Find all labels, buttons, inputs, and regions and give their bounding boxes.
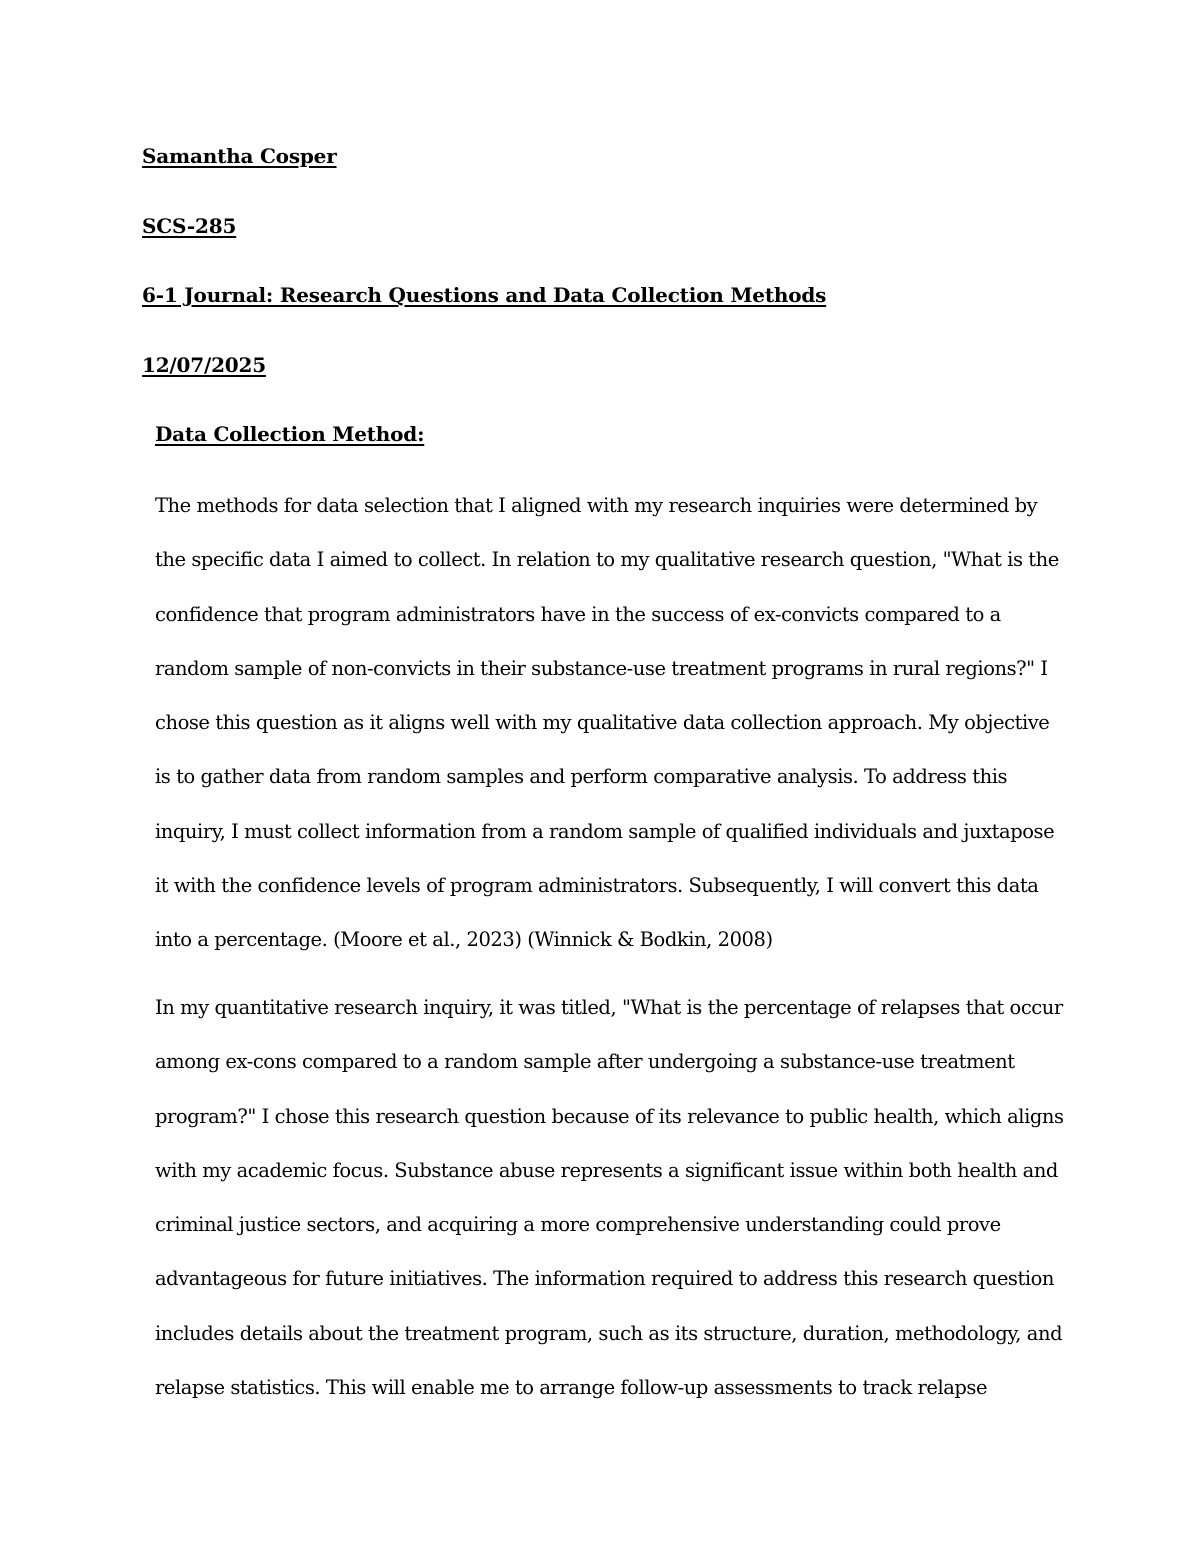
paragraph-quantitative xyxy=(155,996,1075,1430)
paragraph-line: with my academic focus. Substance abuse represents a significant issue within both health and xyxy=(155,1158,1058,1182)
paragraph-line: program?" I chose this research question because of its relevance to public health, which aligns xyxy=(155,1104,1064,1128)
section-heading: Data Collection Method: xyxy=(155,422,425,446)
paragraph-line: criminal justice sectors, and acquiring a more comprehensive understanding could prove xyxy=(155,1213,1001,1237)
paragraph-line: is to gather data from random samples and perform comparative analysis. To address this xyxy=(155,765,1008,789)
paragraph-line: advantageous for future initiatives. The information required to address this research question xyxy=(155,1267,1055,1291)
paragraph-line: In my quantitative research inquiry, it was titled, "What is the percentage of relapses that occur xyxy=(155,996,1063,1019)
paragraph-qualitative xyxy=(155,494,1075,983)
paragraph-line: relapse statistics. This will enable me to arrange follow-up assessments to track relapse xyxy=(155,1376,988,1400)
author-name: Samantha Cosper xyxy=(142,144,337,168)
paragraph-line: confidence that program administrators have in the success of ex-convicts compared to a xyxy=(155,602,1001,626)
paragraph-line: it with the confidence levels of program administrators. Subsequently, I will convert this data xyxy=(155,874,1039,898)
course-code: SCS-285 xyxy=(142,214,237,238)
paragraph-line: The methods for data selection that I aligned with my research inquiries were determined by xyxy=(155,494,1038,517)
paragraph-line: inquiry, I must collect information from a random sample of qualified individuals and juxtapose xyxy=(155,819,1055,843)
paragraph-line: random sample of non-convicts in their substance-use treatment programs in rural regions?" I xyxy=(155,656,1048,680)
assignment-title: 6-1 Journal: Research Questions and Data Collection Methods xyxy=(142,283,827,307)
paragraph-line: includes details about the treatment program, such as its structure, duration, methodology, and xyxy=(155,1321,1063,1345)
document-date: 12/07/2025 xyxy=(142,353,266,377)
paragraph-line: among ex-cons compared to a random sample after undergoing a substance-use treatment xyxy=(155,1050,1015,1074)
paragraph-line: the specific data I aimed to collect. In relation to my qualitative research question, "What is the xyxy=(155,548,1059,572)
paragraph-line: into a percentage. (Moore et al., 2023) (Winnick & Bodkin, 2008) xyxy=(155,928,773,952)
paragraph-line: chose this question as it aligns well with my qualitative data collection approach. My objective xyxy=(155,711,1050,735)
